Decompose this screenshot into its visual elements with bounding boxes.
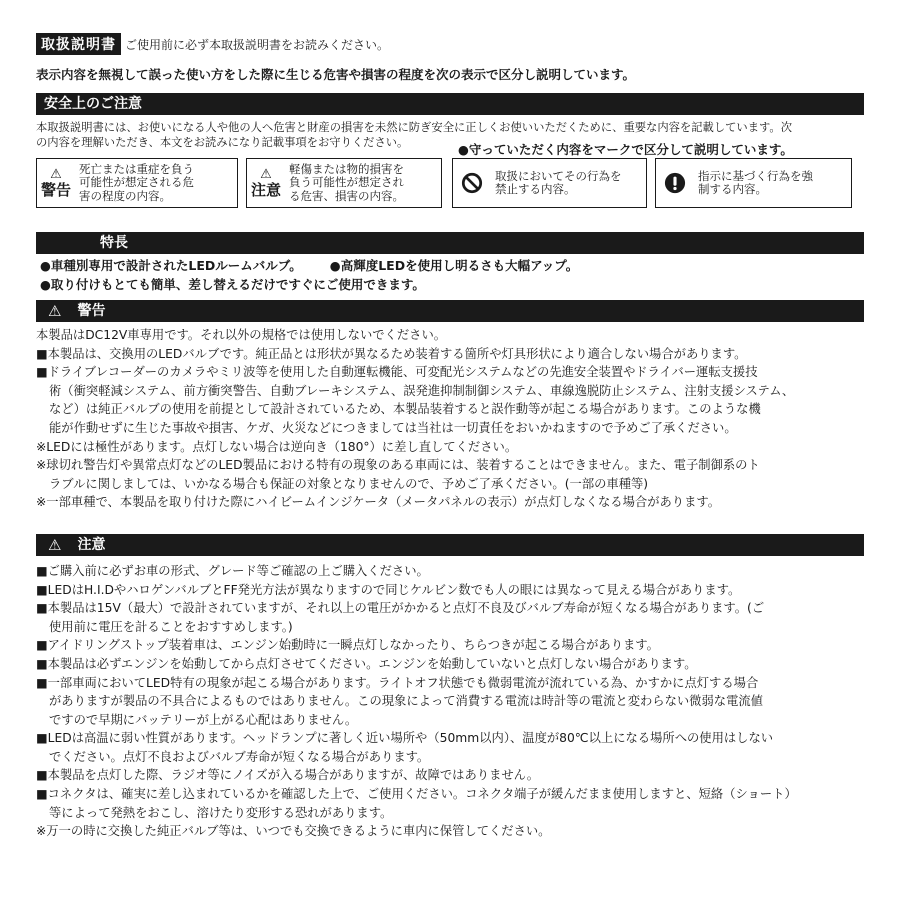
caution-line: でください。点灯不良およびバルブ寿命が短くなる場合があります。 [49, 749, 430, 764]
sign-desc-line: る危害、損害の内容。 [289, 188, 405, 203]
caution-triangle-icon: ⚠ [48, 535, 62, 554]
warning-line: など）は純正バルブの使用を前提として設計されているため、本製品装着すると誤作動等が起こる場合があります。このような機 [49, 402, 761, 417]
warning-section-title: 警告 [77, 303, 106, 319]
sign-desc-line: 取扱においてその行為を [495, 168, 622, 183]
warning-section-bar [36, 300, 864, 322]
sign-desc-line: 死亡または重症を負う [79, 161, 195, 176]
sign-desc-line: 害の程度の内容。 [79, 188, 172, 203]
sign-desc-line: 指示に基づく行為を強 [698, 168, 813, 183]
warning-list [36, 326, 864, 512]
caution-line: ■ご購入前に必ずお車の形式、グレード等ご確認の上ご購入ください。 [36, 563, 429, 578]
caution-line: ■本製品は15V（最大）で設計されていますが、それ以上の電圧がかかると点灯不良及びバルブ寿命が短くなる場合があります。(ご [36, 601, 765, 616]
mark-classification-note: ●守っていただく内容をマークで区分して説明しています。 [458, 142, 793, 157]
feature-item: ●車種別専用で設計されたLEDルームバルブ。 [40, 258, 302, 273]
caution-section-bar [36, 534, 864, 556]
mandatory-sign-description [694, 170, 813, 197]
warning-line: ※一部車種で、本製品を取り付けた際にハイビームインジケータ（メータパネルの表示）が点灯しなくなる場合があります。 [36, 495, 720, 510]
safety-text-line: 本取扱説明書には、お使いになる人や他の人へ危害と財産の損害を未然に防ぎ安全に正しくお使いいただくために、重要な内容を記載しています。次 [36, 121, 792, 134]
mandatory-sign-box [655, 158, 852, 208]
caution-triangle-icon: ⚠ [260, 167, 272, 182]
caution-line: ですので早期にバッテリーが上がる心配はありません。 [49, 712, 358, 727]
warning-line: 本製品はDC12V車専用です。それ以外の規格では使用しないでください。 [36, 328, 447, 342]
manual-title: 取扱説明書 [36, 33, 121, 55]
safety-text-line: の内容を理解いただき、本文をお読みになり記載事項をお守りください。 [36, 136, 409, 149]
warning-line: ■本製品は、交換用のLEDバルブです。純正品とは形状が異なるため装着する箇所や灯具形状により適合しない場合があります。 [36, 346, 747, 361]
feature-line [40, 256, 864, 275]
intro-text: 表示内容を無視して誤った使い方をした際に生じる危害や損害の程度を次の表示で区分し説明しています。 [36, 67, 636, 82]
prohibition-sign-box [452, 158, 647, 208]
caution-line: ■アイドリングストップ装着車は、エンジン始動時に一瞬点灯しなかったり、ちらつきが起こる場合があります。 [36, 638, 659, 653]
caution-line: ■一部車両においてLED特有の現象が起こる場合があります。ライトオフ状態でも微弱電流が流れている為、かすかに点灯する場合 [36, 675, 759, 690]
features-list [36, 256, 864, 294]
safety-section-title: 安全上のご注意 [44, 96, 142, 112]
prohibition-icon [461, 172, 483, 194]
caution-section-title: 注意 [77, 536, 106, 553]
caution-line: ■LEDはH.I.DやハロゲンバルブとFF発光方法が異なりますので同じケルビン数でも人の眼には異なって見える場合があります。 [36, 582, 741, 597]
caution-sign-box [246, 158, 442, 208]
warning-line: 術（衝突軽減システム、前方衝突警告、自動ブレーキシステム、誤発進抑制制御システム、車線逸脱防止システム、注射支援システム、 [49, 383, 795, 398]
caution-list [36, 562, 864, 841]
warning-line: 能が作動せずに生じた事故や損害、ケガ、火災などにつきましては当社は一切責任をおいかねますので予めご了承ください。 [49, 420, 737, 435]
sign-desc-line: 負う可能性が想定され [289, 175, 405, 190]
warning-sign-description [75, 163, 194, 204]
mandatory-icon [664, 172, 686, 194]
warning-line: ラブルに関しましては、いかなる場合も保証の対象となりませんので、予めご了承ください。(一部の車種等) [49, 476, 649, 491]
read-before-use-note: ご使用前に必ず本取扱説明書をお読みください。 [125, 37, 390, 52]
safety-section-bar [36, 93, 864, 115]
sign-desc-line: 禁止する内容。 [495, 182, 576, 196]
caution-line: 等によって発熱をおこし、溶けたり変形する恐れがあります。 [49, 805, 393, 820]
warning-line: ※球切れ警告灯や異常点灯などのLED製品における特有の現象のある車両には、装着することはできません。また、電子制御系のト [36, 458, 760, 473]
feature-item: ●高輝度LEDを使用し明るさも大幅アップ。 [329, 258, 579, 273]
sign-desc-line: 可能性が想定される危 [79, 175, 195, 190]
safety-signs [36, 158, 864, 208]
features-section-title: 特長 [100, 235, 128, 251]
sign-desc-line: 制する内容。 [698, 182, 767, 196]
caution-line: ■LEDは高温に弱い性質があります。ヘッドランプに著しく近い場所や（50mm以内）、温度が80℃以上になる場所への使用はしない [36, 731, 774, 746]
caution-line: がありますが製品の不具合によるものではありません。この現象によって消費する電流は時計等の電流と変わらない微弱な電流値 [49, 694, 763, 709]
warning-triangle-icon: ⚠ [48, 302, 62, 320]
sign-desc-line: 軽傷または物的損害を [289, 161, 405, 176]
features-section-bar [36, 232, 864, 254]
caution-line: 使用前に電圧を計ることをおすすめします。) [49, 619, 293, 634]
caution-line: ■本製品は必ずエンジンを始動してから点灯させてください。エンジンを始動していないと点灯しない場合があります。 [36, 656, 697, 671]
caution-sign-description [285, 163, 404, 204]
feature-item: ●取り付けもとても簡単、差し替えるだけですぐにご使用できます。 [40, 277, 425, 292]
caution-line: ■コネクタは、確実に差し込まれているかを確認した上で、ご使用ください。コネクタ端子が緩んだまま使用しますと、短絡（ショート） [36, 787, 797, 802]
warning-sign-box [36, 158, 238, 208]
warning-line: ※LEDには極性があります。点灯しない場合は逆向き（180°）に差し直してください。 [36, 439, 518, 454]
warning-sign-heading: 警告 [41, 181, 72, 199]
warning-triangle-icon: ⚠ [50, 167, 62, 182]
warning-line: ■ドライブレコーダーのカメラやミリ波等を使用した自動運転機能、可変配光システムなどの先進安全装置やドライバー運転支援技 [36, 365, 758, 380]
title-row [36, 34, 864, 54]
caution-line: ※万一の時に交換した純正バルブ等は、いつでも交換できるように車内に保管してください。 [36, 824, 551, 839]
caution-sign-heading: 注意 [251, 181, 282, 199]
caution-line: ■本製品を点灯した際、ラジオ等にノイズが入る場合がありますが、故障ではありません。 [36, 768, 540, 783]
prohibition-sign-description [491, 170, 622, 197]
